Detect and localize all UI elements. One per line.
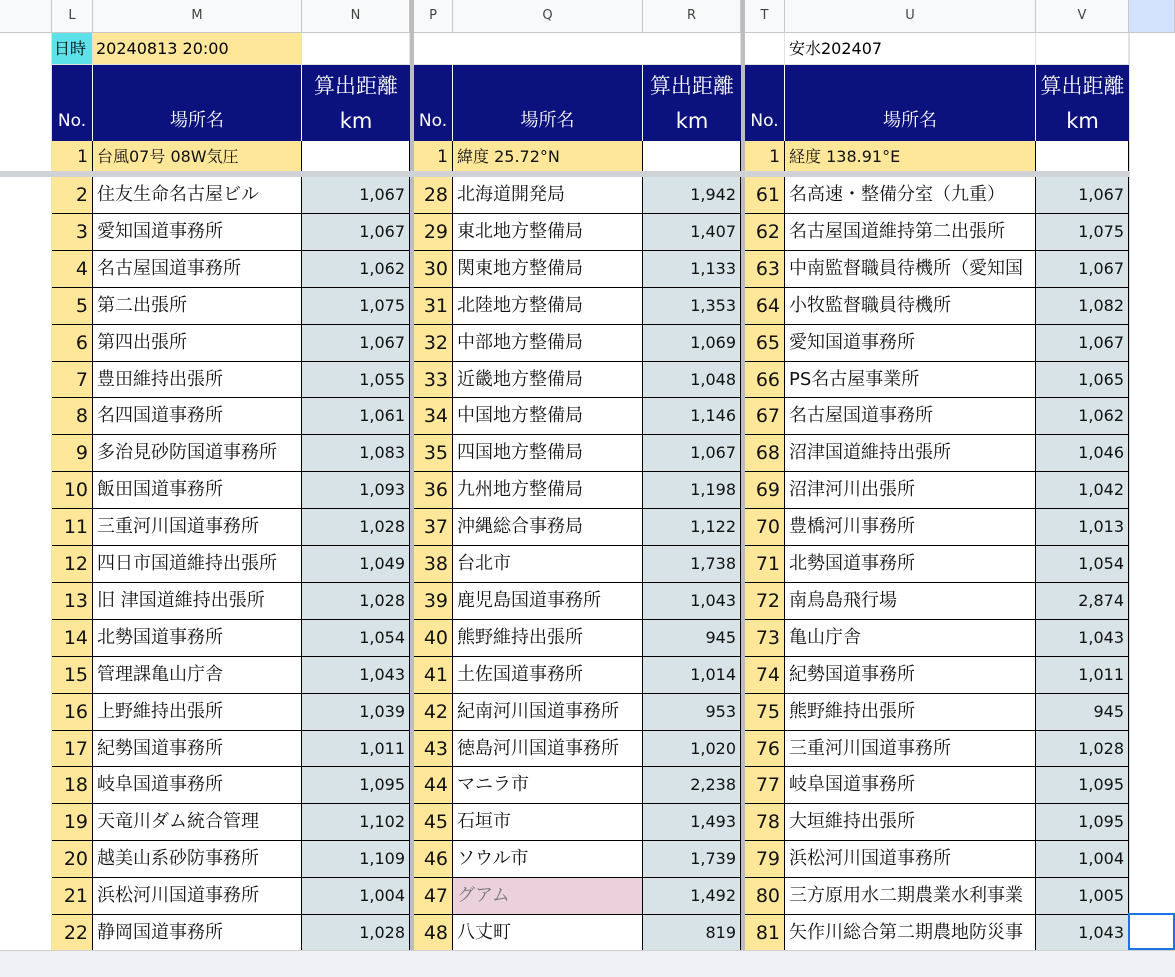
place-name[interactable]: 中国地方整備局 — [453, 398, 643, 435]
row-number[interactable]: 70 — [745, 509, 785, 546]
place-name[interactable]: 岐阜国道事務所 — [785, 767, 1036, 804]
row-number[interactable]: 32 — [414, 325, 453, 362]
place-name[interactable]: 第四出張所 — [93, 325, 302, 362]
distance-km[interactable]: 1,028 — [302, 915, 410, 952]
place-name[interactable]: 名古屋国道維持第二出張所 — [785, 214, 1036, 251]
distance-km[interactable]: 1,083 — [302, 435, 410, 472]
row-number[interactable]: 45 — [414, 804, 453, 841]
row-number[interactable]: 12 — [52, 546, 93, 583]
distance-header[interactable]: 算出距離 — [302, 65, 410, 104]
row-number[interactable]: 63 — [745, 251, 785, 288]
place-name[interactable]: 紀勢国道事務所 — [785, 657, 1036, 694]
distance-km[interactable]: 1,013 — [1036, 509, 1129, 546]
place-name[interactable]: 三重河川国道事務所 — [93, 509, 302, 546]
unit-header[interactable]: km — [302, 104, 410, 141]
place-name[interactable]: PS名古屋事業所 — [785, 362, 1036, 398]
row-number[interactable]: 35 — [414, 435, 453, 472]
origin-no[interactable]: 1 — [52, 141, 93, 173]
distance-km[interactable]: 1,407 — [643, 214, 741, 251]
place-name[interactable]: 管理課亀山庁舎 — [93, 657, 302, 694]
distance-km[interactable]: 1,028 — [302, 583, 410, 620]
distance-km[interactable]: 1,055 — [302, 362, 410, 398]
place-name-header[interactable]: 場所名 — [453, 104, 643, 141]
row-number[interactable]: 33 — [414, 362, 453, 398]
place-name[interactable]: 越美山系砂防事務所 — [93, 841, 302, 878]
place-name[interactable]: マニラ市 — [453, 767, 643, 804]
row-number[interactable]: 61 — [745, 177, 785, 214]
header-blank[interactable] — [745, 65, 785, 104]
distance-km[interactable]: 1,942 — [643, 177, 741, 214]
row-number[interactable]: 69 — [745, 472, 785, 509]
distance-km[interactable]: 1,102 — [302, 804, 410, 841]
place-name[interactable]: 岐阜国道事務所 — [93, 767, 302, 804]
header-blank[interactable] — [93, 65, 302, 104]
place-name[interactable]: 近畿地方整備局 — [453, 362, 643, 398]
place-name[interactable]: 東北地方整備局 — [453, 214, 643, 251]
place-name[interactable]: 浜松河川国道事務所 — [93, 878, 302, 915]
row-number[interactable]: 2 — [52, 177, 93, 214]
distance-km[interactable]: 1,492 — [643, 878, 741, 915]
row-number[interactable]: 40 — [414, 620, 453, 657]
row-number[interactable]: 30 — [414, 251, 453, 288]
place-name[interactable]: 八丈町 — [453, 915, 643, 952]
header-blank[interactable] — [453, 65, 643, 104]
distance-km[interactable]: 1,043 — [1036, 915, 1129, 952]
distance-km[interactable]: 945 — [1036, 694, 1129, 731]
distance-km[interactable]: 1,043 — [643, 583, 741, 620]
distance-km[interactable]: 1,028 — [1036, 731, 1129, 767]
place-name[interactable]: 中部地方整備局 — [453, 325, 643, 362]
row-number[interactable]: 17 — [52, 731, 93, 767]
place-name[interactable]: 沖縄総合事務局 — [453, 509, 643, 546]
row-number[interactable]: 77 — [745, 767, 785, 804]
place-name[interactable]: 三方原用水二期農業水利事業 — [785, 878, 1036, 915]
source-label[interactable]: 安水202407 — [785, 33, 1036, 65]
origin-no[interactable]: 1 — [414, 141, 453, 173]
column-header[interactable]: M — [93, 0, 302, 33]
distance-km[interactable]: 2,238 — [643, 767, 741, 804]
row-number[interactable]: 68 — [745, 435, 785, 472]
place-name-header[interactable]: 場所名 — [93, 104, 302, 141]
distance-km[interactable]: 1,048 — [643, 362, 741, 398]
distance-km[interactable]: 1,067 — [302, 177, 410, 214]
row-number[interactable]: 7 — [52, 362, 93, 398]
row-number[interactable]: 19 — [52, 804, 93, 841]
distance-km[interactable]: 1,075 — [1036, 214, 1129, 251]
distance-header[interactable]: 算出距離 — [1036, 65, 1129, 104]
distance-km[interactable]: 1,054 — [1036, 546, 1129, 583]
row-number[interactable]: 62 — [745, 214, 785, 251]
place-name[interactable]: 豊田維持出張所 — [93, 362, 302, 398]
distance-km[interactable]: 1,082 — [1036, 288, 1129, 325]
place-name[interactable]: 名四国道事務所 — [93, 398, 302, 435]
place-name[interactable]: 関東地方整備局 — [453, 251, 643, 288]
row-number[interactable]: 29 — [414, 214, 453, 251]
origin-km[interactable] — [302, 141, 410, 173]
distance-km[interactable]: 1,011 — [1036, 657, 1129, 694]
distance-km[interactable]: 1,046 — [1036, 435, 1129, 472]
place-name[interactable]: 台北市 — [453, 546, 643, 583]
empty-cell[interactable] — [1036, 33, 1129, 65]
place-name[interactable]: 沼津河川出張所 — [785, 472, 1036, 509]
distance-km[interactable]: 1,095 — [1036, 767, 1129, 804]
sheet-bottom-bar — [0, 950, 1175, 977]
place-name[interactable]: 愛知国道事務所 — [93, 214, 302, 251]
row-number[interactable]: 75 — [745, 694, 785, 731]
distance-km[interactable]: 1,109 — [302, 841, 410, 878]
origin-name[interactable]: 台風07号 08W気圧 — [93, 141, 302, 173]
row-number[interactable]: 37 — [414, 509, 453, 546]
place-name[interactable]: 四日市国道維持出張所 — [93, 546, 302, 583]
distance-km[interactable]: 1,061 — [302, 398, 410, 435]
row-number[interactable]: 72 — [745, 583, 785, 620]
place-name[interactable]: 愛知国道事務所 — [785, 325, 1036, 362]
row-number[interactable]: 41 — [414, 657, 453, 694]
column-header[interactable]: N — [302, 0, 410, 33]
row-number[interactable]: 22 — [52, 915, 93, 952]
row-number[interactable]: 31 — [414, 288, 453, 325]
row-number[interactable]: 3 — [52, 214, 93, 251]
row-number[interactable]: 14 — [52, 620, 93, 657]
distance-km[interactable]: 1,049 — [302, 546, 410, 583]
place-name[interactable]: 熊野維持出張所 — [453, 620, 643, 657]
place-name[interactable]: 九州地方整備局 — [453, 472, 643, 509]
datetime-value[interactable]: 20240813 20:00 — [93, 33, 302, 65]
distance-km[interactable]: 1,095 — [302, 767, 410, 804]
column-header[interactable]: L — [52, 0, 93, 33]
place-name[interactable]: 静岡国道事務所 — [93, 915, 302, 952]
row-number[interactable]: 81 — [745, 915, 785, 952]
place-name[interactable]: 浜松河川国道事務所 — [785, 841, 1036, 878]
row-number[interactable]: 76 — [745, 731, 785, 767]
distance-km[interactable]: 1,122 — [643, 509, 741, 546]
place-name[interactable]: 飯田国道事務所 — [93, 472, 302, 509]
place-name[interactable]: 北勢国道事務所 — [93, 620, 302, 657]
header-blank[interactable] — [414, 65, 453, 104]
empty-cell[interactable] — [745, 33, 785, 65]
distance-km[interactable]: 1,133 — [643, 251, 741, 288]
row-number[interactable]: 18 — [52, 767, 93, 804]
place-name[interactable]: 石垣市 — [453, 804, 643, 841]
row-number[interactable]: 15 — [52, 657, 93, 694]
place-name[interactable]: 第二出張所 — [93, 288, 302, 325]
distance-km[interactable]: 945 — [643, 620, 741, 657]
header-blank[interactable] — [52, 65, 93, 104]
row-number[interactable]: 10 — [52, 472, 93, 509]
distance-km[interactable]: 1,493 — [643, 804, 741, 841]
distance-km[interactable]: 1,065 — [1036, 362, 1129, 398]
distance-km[interactable]: 1,146 — [643, 398, 741, 435]
row-number[interactable]: 80 — [745, 878, 785, 915]
row-number[interactable]: 36 — [414, 472, 453, 509]
distance-km[interactable]: 1,353 — [643, 288, 741, 325]
place-name[interactable]: 土佐国道事務所 — [453, 657, 643, 694]
distance-km[interactable]: 1,039 — [302, 694, 410, 731]
place-name[interactable]: 住友生命名古屋ビル — [93, 177, 302, 214]
column-header[interactable]: U — [785, 0, 1036, 33]
distance-km[interactable]: 1,020 — [643, 731, 741, 767]
row-number[interactable]: 20 — [52, 841, 93, 878]
column-header[interactable]: R — [643, 0, 741, 33]
distance-km[interactable]: 1,067 — [302, 325, 410, 362]
place-name[interactable]: 多治見砂防国道事務所 — [93, 435, 302, 472]
row-number[interactable]: 8 — [52, 398, 93, 435]
row-number[interactable]: 47 — [414, 878, 453, 915]
row-number[interactable]: 21 — [52, 878, 93, 915]
column-header[interactable]: T — [745, 0, 785, 33]
distance-km[interactable]: 1,067 — [302, 214, 410, 251]
distance-km[interactable]: 1,739 — [643, 841, 741, 878]
place-name[interactable]: 鹿児島国道事務所 — [453, 583, 643, 620]
distance-header[interactable]: 算出距離 — [643, 65, 741, 104]
distance-km[interactable]: 1,067 — [1036, 177, 1129, 214]
row-number[interactable]: 71 — [745, 546, 785, 583]
empty-column-w[interactable] — [1129, 33, 1175, 950]
unit-header[interactable]: km — [1036, 104, 1129, 141]
place-name[interactable]: 三重河川国道事務所 — [785, 731, 1036, 767]
place-name[interactable]: 四国地方整備局 — [453, 435, 643, 472]
origin-km[interactable] — [1036, 141, 1129, 173]
origin-km[interactable] — [643, 141, 741, 173]
place-name[interactable]: 亀山庁舎 — [785, 620, 1036, 657]
place-name[interactable]: 矢作川総合第二期農地防災事 — [785, 915, 1036, 952]
row-number[interactable]: 6 — [52, 325, 93, 362]
row-number[interactable]: 16 — [52, 694, 93, 731]
active-cell-selection[interactable] — [1128, 913, 1175, 950]
distance-km[interactable]: 1,043 — [302, 657, 410, 694]
row-number[interactable]: 67 — [745, 398, 785, 435]
distance-km[interactable]: 819 — [643, 915, 741, 952]
origin-name[interactable]: 緯度 25.72°N — [453, 141, 643, 173]
no-header[interactable]: No. — [414, 104, 453, 141]
place-name[interactable]: ソウル市 — [453, 841, 643, 878]
no-header[interactable]: No. — [52, 104, 93, 141]
place-name[interactable]: 紀勢国道事務所 — [93, 731, 302, 767]
origin-name[interactable]: 経度 138.91°E — [785, 141, 1036, 173]
distance-km[interactable]: 1,042 — [1036, 472, 1129, 509]
distance-km[interactable]: 1,011 — [302, 731, 410, 767]
datetime-label[interactable]: 日時 — [52, 33, 93, 65]
place-name[interactable]: 旧 津国道維持出張所 — [93, 583, 302, 620]
row-number[interactable]: 34 — [414, 398, 453, 435]
row-number[interactable]: 4 — [52, 251, 93, 288]
column-header-corner[interactable] — [0, 0, 52, 33]
place-name[interactable]: 北勢国道事務所 — [785, 546, 1036, 583]
distance-km[interactable]: 2,874 — [1036, 583, 1129, 620]
column-header[interactable]: P — [414, 0, 453, 33]
row-number[interactable]: 66 — [745, 362, 785, 398]
distance-km[interactable]: 953 — [643, 694, 741, 731]
row-number[interactable]: 28 — [414, 177, 453, 214]
header-blank[interactable] — [785, 65, 1036, 104]
distance-km[interactable]: 1,054 — [302, 620, 410, 657]
no-header[interactable]: No. — [745, 104, 785, 141]
row-number[interactable]: 79 — [745, 841, 785, 878]
row-number[interactable]: 78 — [745, 804, 785, 841]
row-number[interactable]: 9 — [52, 435, 93, 472]
distance-km[interactable]: 1,043 — [1036, 620, 1129, 657]
row-number[interactable]: 11 — [52, 509, 93, 546]
place-name[interactable]: 北海道開発局 — [453, 177, 643, 214]
row-number[interactable]: 74 — [745, 657, 785, 694]
distance-km[interactable]: 1,198 — [643, 472, 741, 509]
empty-cell[interactable] — [414, 33, 741, 65]
distance-km[interactable]: 1,067 — [1036, 251, 1129, 288]
place-name[interactable]: 熊野維持出張所 — [785, 694, 1036, 731]
column-header[interactable]: V — [1036, 0, 1129, 33]
distance-km[interactable]: 1,093 — [302, 472, 410, 509]
column-header[interactable]: Q — [453, 0, 643, 33]
row-number[interactable]: 46 — [414, 841, 453, 878]
unit-header[interactable]: km — [643, 104, 741, 141]
place-name[interactable]: 豊橋河川事務所 — [785, 509, 1036, 546]
row-number[interactable]: 65 — [745, 325, 785, 362]
place-name[interactable]: 紀南河川国道事務所 — [453, 694, 643, 731]
distance-km[interactable]: 1,067 — [643, 435, 741, 472]
place-name[interactable]: グアム — [453, 878, 643, 915]
distance-km[interactable]: 1,005 — [1036, 878, 1129, 915]
row-number[interactable]: 48 — [414, 915, 453, 952]
column-header[interactable] — [1129, 0, 1175, 33]
row-number[interactable]: 38 — [414, 546, 453, 583]
origin-no[interactable]: 1 — [745, 141, 785, 173]
row-number[interactable]: 13 — [52, 583, 93, 620]
place-name[interactable]: 天竜川ダム統合管理 — [93, 804, 302, 841]
distance-km[interactable]: 1,004 — [302, 878, 410, 915]
empty-cell[interactable] — [302, 33, 410, 65]
place-name[interactable]: 小牧監督職員待機所 — [785, 288, 1036, 325]
row-number[interactable]: 64 — [745, 288, 785, 325]
distance-km[interactable]: 1,067 — [1036, 325, 1129, 362]
place-name[interactable]: 南鳥島飛行場 — [785, 583, 1036, 620]
row-number[interactable]: 44 — [414, 767, 453, 804]
distance-km[interactable]: 1,004 — [1036, 841, 1129, 878]
row-number[interactable]: 39 — [414, 583, 453, 620]
distance-km[interactable]: 1,028 — [302, 509, 410, 546]
row-number[interactable]: 42 — [414, 694, 453, 731]
row-number[interactable]: 5 — [52, 288, 93, 325]
distance-km[interactable]: 1,062 — [302, 251, 410, 288]
distance-km[interactable]: 1,075 — [302, 288, 410, 325]
distance-km[interactable]: 1,738 — [643, 546, 741, 583]
distance-km[interactable]: 1,069 — [643, 325, 741, 362]
place-name[interactable]: 沼津国道維持出張所 — [785, 435, 1036, 472]
distance-km[interactable]: 1,014 — [643, 657, 741, 694]
place-name[interactable]: 名高速・整備分室（九重） — [785, 177, 1036, 214]
place-name[interactable]: 名古屋国道事務所 — [93, 251, 302, 288]
row-number[interactable]: 73 — [745, 620, 785, 657]
place-name[interactable]: 名古屋国道事務所 — [785, 398, 1036, 435]
place-name-header[interactable]: 場所名 — [785, 104, 1036, 141]
place-name[interactable]: 北陸地方整備局 — [453, 288, 643, 325]
distance-km[interactable]: 1,062 — [1036, 398, 1129, 435]
row-number[interactable]: 43 — [414, 731, 453, 767]
place-name[interactable]: 中南監督職員待機所（愛知国 — [785, 251, 1036, 288]
place-name[interactable]: 大垣維持出張所 — [785, 804, 1036, 841]
distance-km[interactable]: 1,095 — [1036, 804, 1129, 841]
place-name[interactable]: 徳島河川国道事務所 — [453, 731, 643, 767]
place-name[interactable]: 上野維持出張所 — [93, 694, 302, 731]
